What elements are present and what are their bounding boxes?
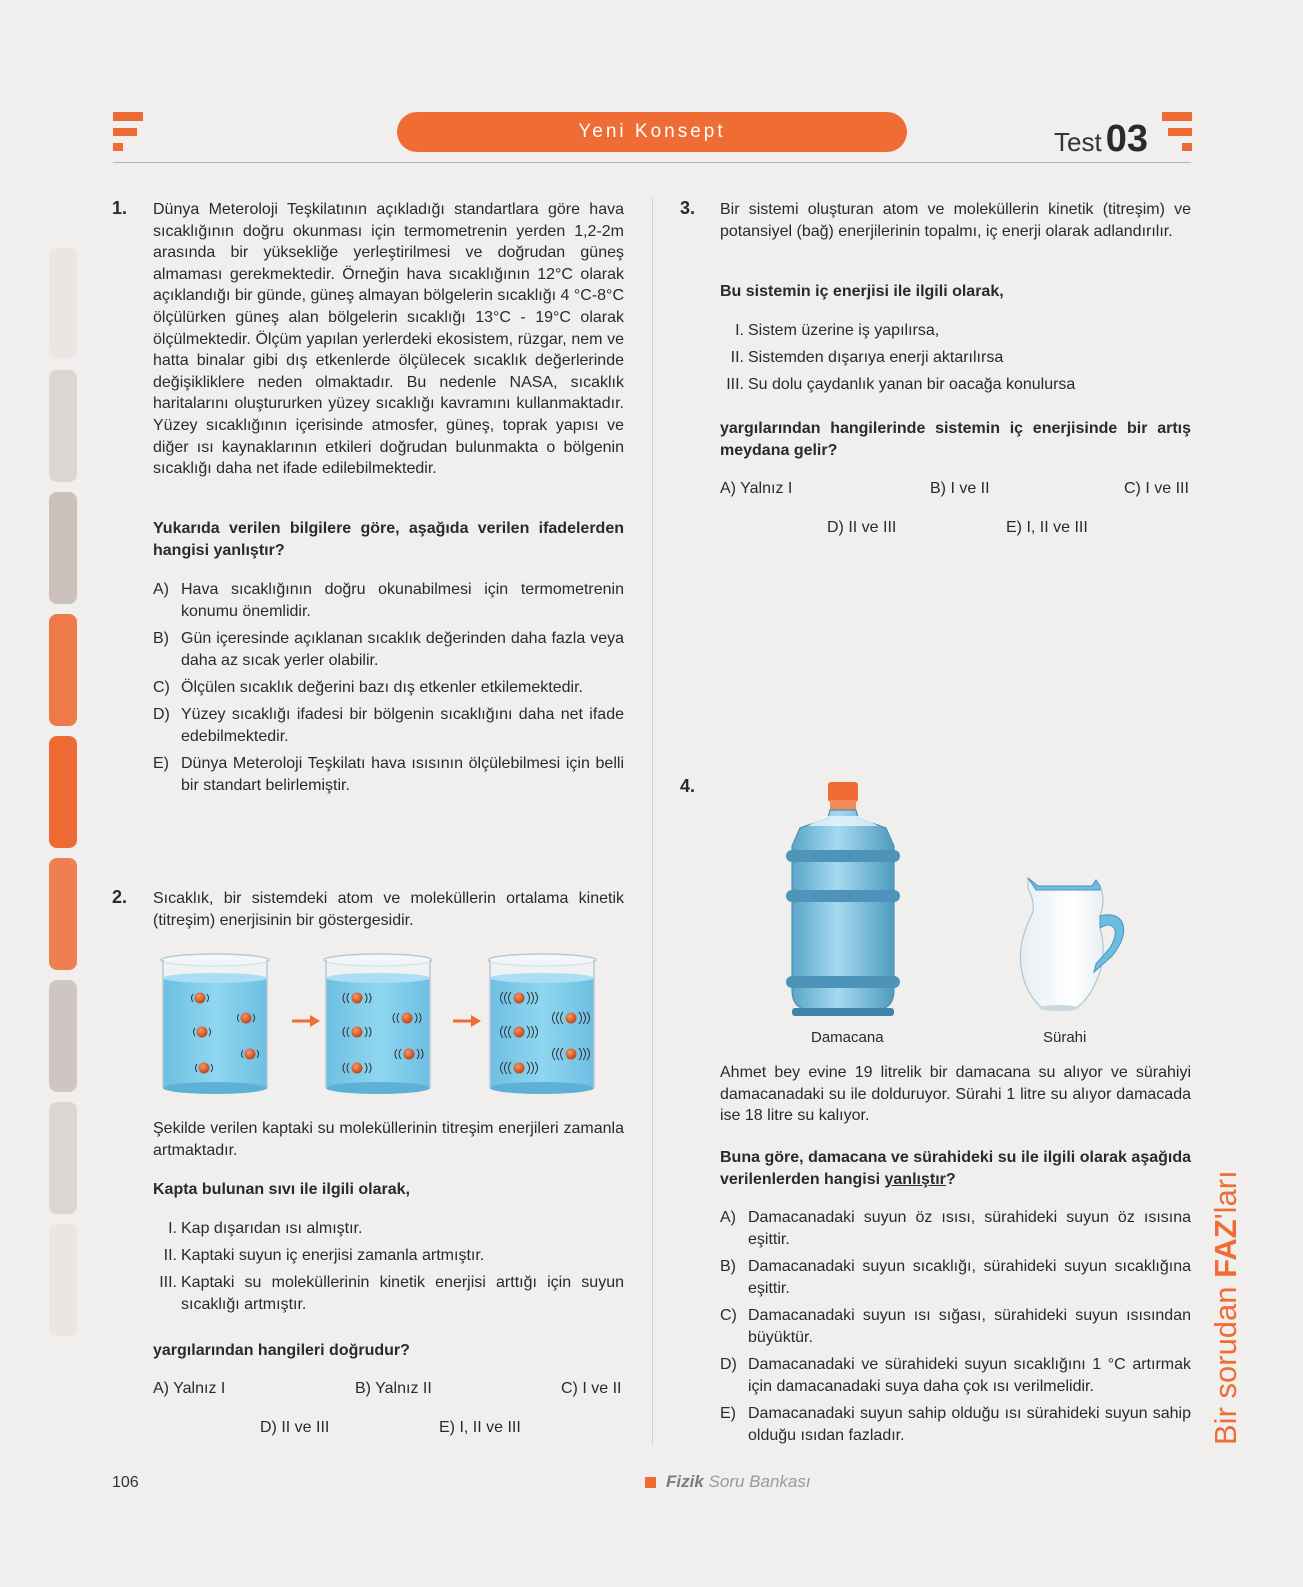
question-1-text: Dünya Meteroloji Teşkilatının açıkladığı standartlara göre hava sıcaklığının doğru okunması için termometrenin yerden 1,2-2m arasında bir yüksekliğe yerleştirilmesi ve doğrudan güneş almaması gerekmektedir. Örneğin hava sıcaklığının 12°C olarak açıklandığı bir günde, güneş almayan bölgelerin sıcaklığı 4 °C-8°C ölçülürken güneş alan bölgelerin sıcaklığı 13°C - 19°C olarak ölçülmektedir. Ölçüm yapılan yerlerdeki ekosistem, rüzgar, nem ve hatta binalar gibi dış etkenlerde ölçülecek sıcaklık değerlerinde değişikliklere neden olmaktadır. Bu nedenle NASA, sıcaklık haritalarını oluştururken yüzey sıcaklığı kavramını kullanmaktadır. Yüzey sıcaklığının içerisinde atmosfer, güneş, toprak yapısı ve diğer ısı kaynaklarının etkileri doğrudan bulunmakta o bölgenin sıcaklığı daha net ifade edilebilmektedir. (153, 201, 624, 478)
chapter-tab (49, 614, 77, 726)
statement-text: Sistem üzerine iş yapılırsa, (748, 322, 940, 339)
question-3-choice-e[interactable]: E) I, II ve III (1006, 519, 1088, 536)
question-3-choice-c[interactable]: C) I ve III (1124, 480, 1189, 497)
question-2-choice-a[interactable]: A) Yalnız I (153, 1380, 226, 1397)
question-2-choice-c[interactable]: C) I ve II (561, 1380, 622, 1397)
question-3-prompt: yargılarından hangilerinde sistemin iç enerjisinde bir artış meydana gelir? (720, 420, 1191, 459)
question-2-choice-b[interactable]: B) Yalnız II (355, 1380, 432, 1397)
statement-key: II. (730, 349, 744, 366)
question-2-statement-2 (163, 1245, 624, 1267)
question-2-prompt: yargılarından hangileri doğrudur? (153, 1342, 410, 1359)
book-title (645, 1472, 811, 1492)
option-text: Damacanadaki ve sürahideki suyun sıcaklığını 1 °C artırmak için damacanadaki suya daha çok ısı verilmelidir. (748, 1356, 1191, 1395)
question-3-statement-3 (726, 374, 1191, 396)
question-1-option-d[interactable] (153, 704, 624, 747)
statement-text: Sistemden dışarıya enerji aktarılırsa (748, 349, 1004, 366)
option-text: Hava sıcaklığının doğru okunabilmesi için termometrenin konumu önemlidir. (181, 581, 624, 620)
prompt-prefix: Buna göre, damacana ve sürahideki su ile ilgili olarak aşağıda verilenlerden hangisi (720, 1149, 1191, 1188)
vertical-brand-text (1208, 1170, 1244, 1445)
option-key: C) (720, 1307, 737, 1324)
question-3-choice-a[interactable]: A) Yalnız I (720, 480, 793, 497)
test-word: Test (1054, 127, 1102, 157)
chapter-tab (49, 492, 77, 604)
option-key: B) (720, 1258, 736, 1275)
question-4-option-d[interactable] (720, 1354, 1191, 1397)
question-3-choice-d[interactable]: D) II ve III (827, 519, 897, 536)
question-4-prompt (720, 1147, 1191, 1190)
question-2-choice-d[interactable]: D) II ve III (260, 1419, 330, 1436)
prompt-emphasis: yanlıştır (884, 1170, 946, 1188)
question-2-number: 2. (112, 887, 128, 907)
surahi-label: Sürahi (1043, 1029, 1087, 1046)
chapter-tab (49, 248, 77, 358)
statement-text: Kap dışarıdan ısı almıştır. (181, 1220, 363, 1237)
question-2-text: Sıcaklık, bir sistemdeki atom ve moleküllerin ortalama kinetik (titreşim) enerjisinin bir göstergesidir. (153, 890, 624, 929)
option-text: Damacanadaki suyun sıcaklığı, sürahideki suyun sıcaklığına eşittir. (748, 1258, 1191, 1297)
option-key: A) (153, 581, 169, 598)
statement-text: Kaptaki su moleküllerinin kinetik enerjisi arttığı için suyun sıcaklığı artmıştır. (181, 1274, 624, 1313)
question-2-choice-e[interactable]: E) I, II ve III (439, 1419, 521, 1436)
statement-key: I. (735, 322, 744, 339)
question-2-lead: Kapta bulunan sıvı ile ilgili olarak, (153, 1181, 410, 1198)
option-text: Yüzey sıcaklığı ifadesi bir bölgenin sıcaklığını daha net ifade edebilmektedir. (181, 706, 624, 745)
question-1-option-a[interactable] (153, 579, 624, 622)
option-text: Damacanadaki suyun ısı sığası, sürahideki suyun ısısından büyüktür. (748, 1307, 1191, 1346)
option-text: Dünya Meteroloji Teşkilatı hava ısısının ölçülebilmesi için belli bir standart belirlemiştir. (181, 755, 624, 794)
question-1-option-c[interactable] (153, 677, 624, 699)
question-4-option-c[interactable] (720, 1305, 1191, 1348)
question-3-choice-b[interactable]: B) I ve II (930, 480, 990, 497)
question-2-after-figure: Şekilde verilen kaptaki su moleküllerinin titreşim enerjileri zamanla artmaktadır. (153, 1120, 624, 1159)
water-bottle-icon (778, 780, 908, 1020)
page-number: 106 (112, 1474, 139, 1491)
chapter-tab (49, 1224, 77, 1336)
beaker-2 (324, 954, 432, 1094)
option-text: Damacanadaki suyun öz ısısı, sürahideki suyun öz ısısına eşittir. (748, 1209, 1191, 1248)
option-text: Damacanadaki suyun sahip olduğu ısı sürahideki suyun sahip olduğu ısıdan fazladır. (748, 1405, 1191, 1444)
arrow-1 (292, 1015, 320, 1027)
concept-banner: Yeni Konsept (397, 112, 907, 152)
option-key: C) (153, 679, 170, 696)
brand-part-3: 'ları (1208, 1170, 1243, 1220)
question-3-number: 3. (680, 198, 696, 218)
question-3-text: Bir sistemi oluşturan atom ve moleküllerin kinetik (titreşim) ve potansiyel (bağ) enerjilerinin topalmı, iç enerji olarak adlandırılır. (720, 201, 1191, 240)
test-label (1054, 118, 1148, 161)
statement-key: II. (163, 1247, 177, 1264)
option-text: Ölçülen sıcaklık değerini bazı dış etkenler etkilemektedir. (181, 679, 583, 696)
beaker-1 (161, 954, 269, 1094)
beaker-3 (488, 954, 596, 1094)
option-key: D) (153, 706, 170, 723)
header-divider (113, 162, 1191, 163)
chapter-tab (49, 370, 77, 482)
question-4-option-a[interactable] (720, 1207, 1191, 1250)
option-key: E) (720, 1405, 736, 1422)
molecule-beakers-figure (160, 952, 620, 1102)
option-text: Gün içeresinde açıklanan sıcaklık değerinden daha fazla veya daha az sıcak yerler olabilir. (181, 630, 624, 669)
column-divider (652, 197, 653, 1445)
question-4-option-b[interactable] (720, 1256, 1191, 1299)
question-1-prompt: Yukarıda verilen bilgilere göre, aşağıda verilen ifadelerden hangisi yanlıştır? (153, 520, 624, 559)
prompt-suffix: ? (945, 1170, 956, 1188)
question-1-number: 1. (112, 198, 128, 218)
option-key: E) (153, 755, 169, 772)
question-4-option-e[interactable] (720, 1403, 1191, 1446)
footer-book-name: Soru Bankası (708, 1472, 811, 1491)
chapter-tab (49, 980, 77, 1092)
brand-part-1: Bir sorudan (1208, 1277, 1243, 1445)
damacana-label: Damacana (811, 1029, 884, 1046)
footer-square-icon (645, 1477, 656, 1488)
chapter-tab (49, 858, 77, 970)
option-key: A) (720, 1209, 736, 1226)
chapter-tab (49, 1102, 77, 1214)
question-3-statement-1 (735, 320, 1191, 342)
test-number: 03 (1105, 118, 1148, 160)
question-3-lead: Bu sistemin iç enerjisi ile ilgili olarak, (720, 283, 1004, 300)
statement-key: III. (726, 376, 744, 393)
question-2-statement-3 (159, 1272, 624, 1315)
question-2-statement-1 (168, 1218, 624, 1240)
statement-text: Su dolu çaydanlık yanan bir oacağa konulursa (748, 376, 1076, 393)
option-key: B) (153, 630, 169, 647)
statement-text: Kaptaki suyun iç enerjisi zamanla artmıştır. (181, 1247, 485, 1264)
question-3-statement-2 (730, 347, 1191, 369)
question-1-option-e[interactable] (153, 753, 624, 796)
statement-key: I. (168, 1220, 177, 1237)
question-4-number: 4. (680, 776, 696, 796)
question-1-option-b[interactable] (153, 628, 624, 671)
option-key: D) (720, 1356, 737, 1373)
chapter-tab-active (49, 736, 77, 848)
water-jug-icon (1016, 876, 1136, 1021)
brand-part-2: FAZ (1208, 1219, 1243, 1278)
question-4-text: Ahmet bey evine 19 litrelik bir damacana su alıyor ve sürahiyi damacanadaki su ile dolduruyor. Sürahi 1 litre su alıyor damacada ise 18 litre su kalıyor. (720, 1064, 1191, 1125)
statement-key: III. (159, 1274, 177, 1291)
footer-subject: Fizik (666, 1472, 704, 1491)
arrow-2 (453, 1015, 481, 1027)
